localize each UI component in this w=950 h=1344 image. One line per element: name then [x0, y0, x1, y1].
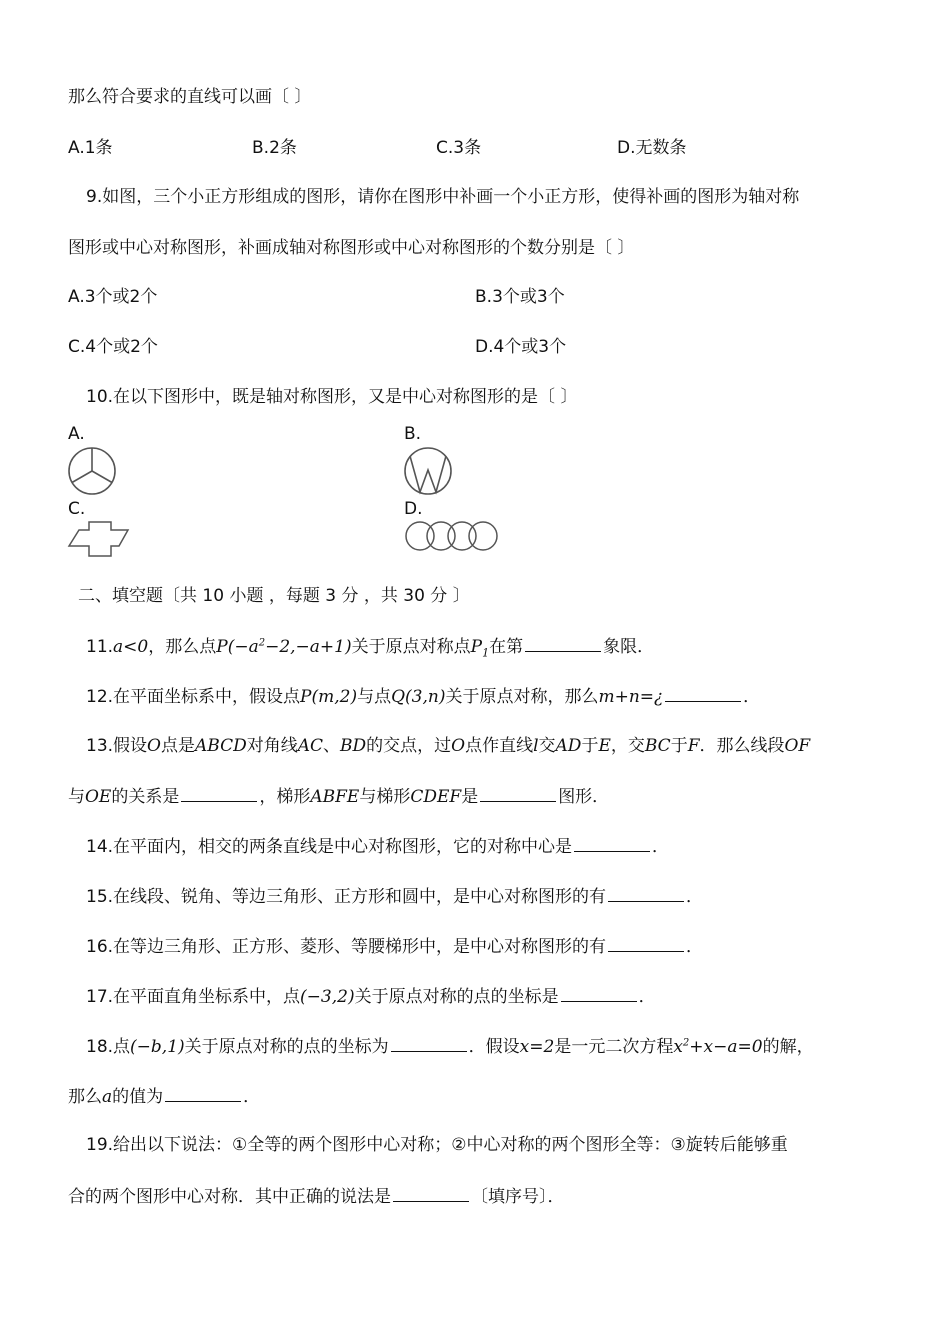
q9-line1: 9.如图，三个小正方形组成的图形，请你在图形中补画一个小正方形，使得补画的图形为轴对称 [86, 187, 800, 207]
q13-line1: 13.假设O点是ABCD对角线AC、BD的交点，过O点作直线l交AD于E，交BC于F．那么线段OF [86, 736, 811, 756]
q15: 15.在线段、锐角、等边三角形、正方形和圆中，是中心对称图形的有 ． [86, 887, 704, 907]
q19-answer-blank[interactable] [393, 1185, 469, 1202]
q12: 12.在平面坐标系中，假设点P(m,2)与点Q(3,n)关于原点对称，那么m+n=¿ ． [86, 687, 761, 707]
q9-option-d[interactable]: D.4个或3个 [475, 337, 567, 357]
q17-answer-blank[interactable] [561, 985, 637, 1002]
q16-answer-blank[interactable] [608, 935, 684, 952]
figure-b-circle-w [403, 446, 455, 496]
q8-tail: 那么符合要求的直线可以画〔 〕 [68, 87, 312, 107]
q15-answer-blank[interactable] [608, 885, 684, 902]
q11: 11.a<0，那么点$P(-a^2-2,-a+1)$关于原点对称点$P_1$在第 象限． [86, 637, 655, 660]
figure-d-four-circles [403, 518, 499, 554]
q10-option-a[interactable]: A. [68, 424, 85, 444]
figure-a-three-sector-circle [67, 446, 119, 496]
q9-option-b[interactable]: B.3个或3个 [475, 287, 565, 307]
figure-c-cross-parallelogram [67, 520, 131, 560]
q13-answer-blank-1[interactable] [181, 785, 257, 802]
q19-line1: 19.给出以下说法：①全等的两个图形中心对称；②中心对称的两个图形全等：③旋转后能够重 [86, 1135, 788, 1155]
q10-text: 10.在以下图形中，既是轴对称图形，又是中心对称图形的是〔 〕 [86, 387, 578, 407]
q17: 17.在平面直角坐标系中，点(−3,2)关于原点对称的点的坐标是 ． [86, 987, 656, 1007]
q14: 14.在平面内，相交的两条直线是中心对称图形，它的对称中心是 ． [86, 837, 670, 857]
q10-option-c[interactable]: C. [68, 499, 86, 519]
q13-answer-blank-2[interactable] [480, 785, 556, 802]
q9-option-c[interactable]: C.4个或2个 [68, 337, 158, 357]
q8-option-a[interactable]: A.1条 [68, 138, 113, 158]
section-2-heading: 二、填空题〔共 10 小题 ，每题 3 分 ，共 30 分 〕 [78, 586, 470, 606]
q11-answer-blank[interactable] [525, 635, 601, 652]
q10-option-d[interactable]: D. [404, 499, 423, 519]
q13-line2: 与OE的关系是 ，梯形ABFE与梯形CDEF是 图形． [68, 787, 610, 807]
q18-line2: 那么a的值为 ． [68, 1087, 261, 1107]
q12-answer-blank[interactable] [665, 685, 741, 702]
q19-line2: 合的两个图形中心对称．其中正确的说法是 〔填序号〕． [68, 1187, 565, 1207]
q14-answer-blank[interactable] [574, 835, 650, 852]
q16: 16.在等边三角形、正方形、菱形、等腰梯形中，是中心对称图形的有 ． [86, 937, 704, 957]
q8-option-b[interactable]: B.2条 [252, 138, 297, 158]
q9-line2: 图形或中心对称图形，补画成轴对称图形或中心对称图形的个数分别是〔 〕 [68, 238, 635, 258]
q10-option-b[interactable]: B. [404, 424, 422, 444]
q18-answer-blank-2[interactable] [165, 1085, 241, 1102]
q8-option-d[interactable]: D.无数条 [617, 138, 687, 158]
q8-option-c[interactable]: C.3条 [436, 138, 482, 158]
q18-answer-blank-1[interactable] [391, 1035, 467, 1052]
q18-line1: 18.点(−b,1)关于原点对称的点的坐标为 ．假设x=2是一元二次方程$x^2+x-a=0$的解， [86, 1037, 814, 1057]
q9-option-a[interactable]: A.3个或2个 [68, 287, 158, 307]
